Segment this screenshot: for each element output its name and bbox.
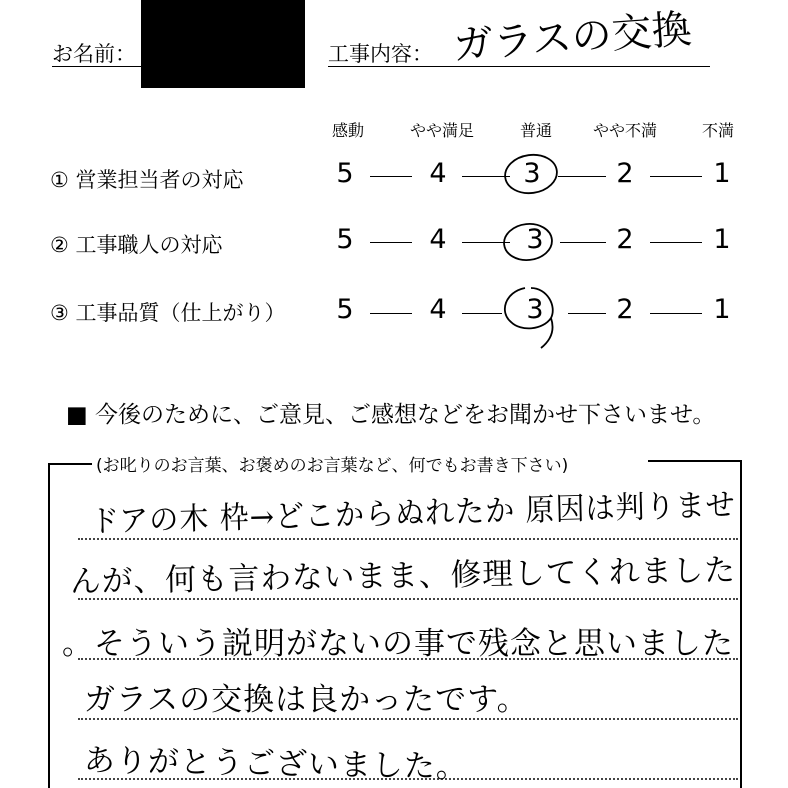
selection-circle-icon [500, 148, 562, 198]
scale-1: 1 [713, 294, 731, 325]
work-underline [328, 66, 710, 67]
comment-line-1: ドアの木 枠→どこからぬれたか 原因は判りませ [89, 487, 737, 540]
comment-line-2: んが、何も言わないまま、修理してくれました [69, 552, 737, 600]
row-label-sales: ① 営業担当者の対応 [50, 168, 244, 192]
scale-3: 3 [526, 224, 544, 255]
scale-dash [370, 176, 412, 177]
scale-2: 2 [616, 158, 634, 189]
scale-dash [650, 313, 702, 314]
scale-5: 5 [336, 294, 354, 325]
scale-dash [560, 242, 606, 243]
row-label-craftsman: ② 工事職人の対応 [50, 233, 223, 257]
scale-3: 3 [523, 158, 541, 189]
work-label: 工事内容： [328, 42, 433, 66]
selection-circle-icon [500, 218, 556, 266]
frame-top-left [48, 463, 92, 465]
scale-2: 2 [616, 224, 634, 255]
scale-2: 2 [616, 294, 634, 325]
scale-dash [650, 176, 702, 177]
column-header-somewhat-satisfied: やや満足 [409, 121, 474, 140]
column-header-very-satisfied: 感動 [331, 121, 364, 140]
selection-circle-icon [495, 282, 567, 354]
scale-1: 1 [713, 158, 731, 189]
column-header-dissatisfied: 不満 [701, 121, 734, 140]
comment-line-5: ありがとうございました。 [83, 742, 469, 786]
comment-section-title: ■ 今後のために、ご意見、ご感想などをお聞かせ下さいませ。 [66, 402, 716, 428]
frame-top-right [648, 460, 742, 462]
scale-dash [558, 176, 606, 177]
column-header-somewhat-dissatisfied: やや不満 [592, 121, 657, 140]
comment-line-3: 。そういう説明がないの事で残念と思いました [62, 626, 734, 662]
scale-dash [568, 313, 606, 314]
comment-note: (お叱りのお言葉、お褒めのお言葉など、何でもお書き下さい) [96, 456, 569, 476]
column-header-average: 普通 [519, 121, 552, 140]
name-label: お名前： [52, 42, 136, 66]
frame-left [48, 463, 50, 788]
scale-dash [650, 242, 702, 243]
scale-5: 5 [336, 158, 354, 189]
scale-5: 5 [336, 224, 354, 255]
comment-line-4: ガラスの交換は良かったです。 [84, 682, 529, 718]
scale-dash [370, 313, 412, 314]
scale-dash [370, 242, 412, 243]
scale-4: 4 [429, 158, 447, 189]
work-value: ガラスの交換 [451, 6, 694, 70]
redaction-box [141, 0, 305, 88]
scale-4: 4 [429, 294, 447, 325]
scale-4: 4 [429, 224, 447, 255]
scale-1: 1 [713, 224, 731, 255]
scale-3: 3 [526, 294, 544, 325]
row-label-quality: ③ 工事品質（仕上がり） [50, 301, 286, 325]
frame-right [740, 460, 742, 788]
